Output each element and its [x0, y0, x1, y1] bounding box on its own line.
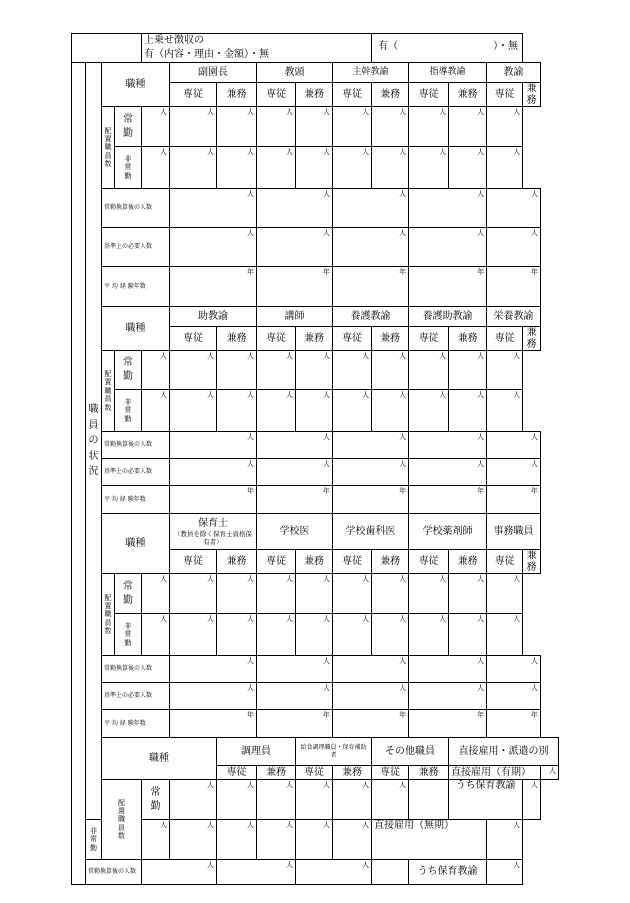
fulltime-label: 常 勤: [115, 107, 142, 147]
parttime-label: 非 常 勤: [115, 147, 142, 189]
extra-fee-label-line2: 有（内容・理由・金額）・無: [144, 49, 269, 60]
required-label: 基準上の必要人数: [102, 228, 170, 267]
job-office-staff: 事務職員: [487, 514, 541, 550]
job-school-pharmacist: 学校薬剤師: [409, 514, 487, 550]
job-assistant-nurse-teacher: 養護助教諭: [409, 307, 487, 327]
extra-fee-suffix: ）・無: [493, 41, 519, 52]
of-which-teachers-label-1: うち保育教諭: [449, 780, 523, 820]
employment-type-header: 直接雇用・派遣の別: [449, 738, 559, 766]
job-chief-teacher: 主幹教諭: [333, 63, 409, 83]
section-label: 職 員 の 状 況: [86, 63, 102, 820]
extra-fee-label-line1: 上乗せ徴収の: [144, 35, 204, 46]
job-type-label: 職種: [102, 63, 170, 107]
assigned-label: 配 置 職 員 数: [102, 107, 115, 189]
sub-dedicated: 専従: [170, 83, 217, 107]
job-vice-principal: 副園長: [170, 63, 257, 83]
job-nursery-teacher: 保育士 （教員を除く保育士資格保有者）: [170, 514, 257, 550]
of-which-teachers-label-2: うち保育教諭: [409, 860, 487, 885]
job-assistant-teacher: 助教諭: [170, 307, 257, 327]
extra-fee-value: [372, 34, 523, 63]
fixed-term-label: 直接雇用（有期）: [449, 766, 541, 780]
converted-label: 常勤換算後の人数: [102, 189, 170, 228]
job-other-staff: その他職員: [372, 738, 449, 766]
extra-fee-blank: [72, 34, 142, 63]
job-cook: 調理員: [217, 738, 296, 766]
extra-fee-label: [142, 34, 372, 63]
job-school-doctor: 学校医: [257, 514, 333, 550]
extra-fee-prefix: 有（: [378, 41, 399, 52]
job-lunch-staff: 給食調理職員・保育補助者: [296, 738, 372, 766]
section-side-blank: [72, 63, 86, 885]
avg-years-label: 平 均 経 験年数: [102, 267, 170, 307]
job-head-teacher: 教頭: [257, 63, 333, 83]
job-lecturer: 講師: [257, 307, 333, 327]
job-nutrition-teacher: 栄養教諭: [487, 307, 541, 327]
job-guidance-teacher: 指導教諭: [409, 63, 487, 83]
job-nurse-teacher: 養護教諭: [333, 307, 409, 327]
staff-status-table: 上乗せ徴収の 有（内容・理由・金額）・無 有（ ）・無 職 員 の 状 況 職種 副園長 教頭 主幹教諭 指導教諭 教諭 専従 兼務 専従 兼務 専従 兼務 専従 兼務 専従 兼務 配 置 職 員 数 常 勤 人 人 人 人 人 人 人 人 人 人 非 常 勤 人 人 人 人 人 人 人 人 人 人 常勤換算後の人数 人 人 人 人 人 基準上の必要人数 人 人 人 人 人 平 均 経 験年数 年 年 年 年 年 職種 助教諭 講師 養護教諭 養護助教諭 栄養教諭 専従 兼務 専従 兼務 専従 兼務 専従 兼務 専従 兼務 配 置 職 員 数 常 勤 人 人 人 人 人 人 人 人 人 人 非 常 勤 人 人 人 人 人 人 人 人 人 人 常勤換算後の人数 人 人 人 人 人 基準上の必要人数 人 人 人 人 人 平 均 経 験年数 年 年 年 年 年 職種 保育士 （教員を除く保育士資格保有者） 学校医 学校歯科医 学校薬剤師 事務職員 専従 兼務 専従 兼務 専従 兼務 専従 兼務 専従 兼務 配 置 職 員 数 常 勤 人 人 人 人 人 人 人 人 人 人 非 常 勤 人 人 人 人 人 人 人 人 人 人 常勤換算後の人数 人 人 人 人 人 基準上の必要人数 人 人 人 人 人 平 均 経 験年数 年 年 年 年 年 職種 調理員 給食調理職員・保育補助者 その他職員 直接雇用・派遣の別 専従 兼務 専従 兼務 専従 兼務 直接雇用（有期） 人 配 置 職 員 数 常 勤 人 人 人 人 人 人 うち保育教諭 人 非 常 勤 人 人 人 人 人 人 直接雇用（無期） 人 常勤換算後の人数 人 人 人 うち保育教諭 人: [71, 33, 559, 885]
indefinite-label: 直接雇用（無期）: [372, 820, 487, 860]
job-teacher: 教諭: [487, 63, 541, 83]
job-school-dentist: 学校歯科医: [333, 514, 409, 550]
sub-concurrent: 兼務: [217, 83, 257, 107]
